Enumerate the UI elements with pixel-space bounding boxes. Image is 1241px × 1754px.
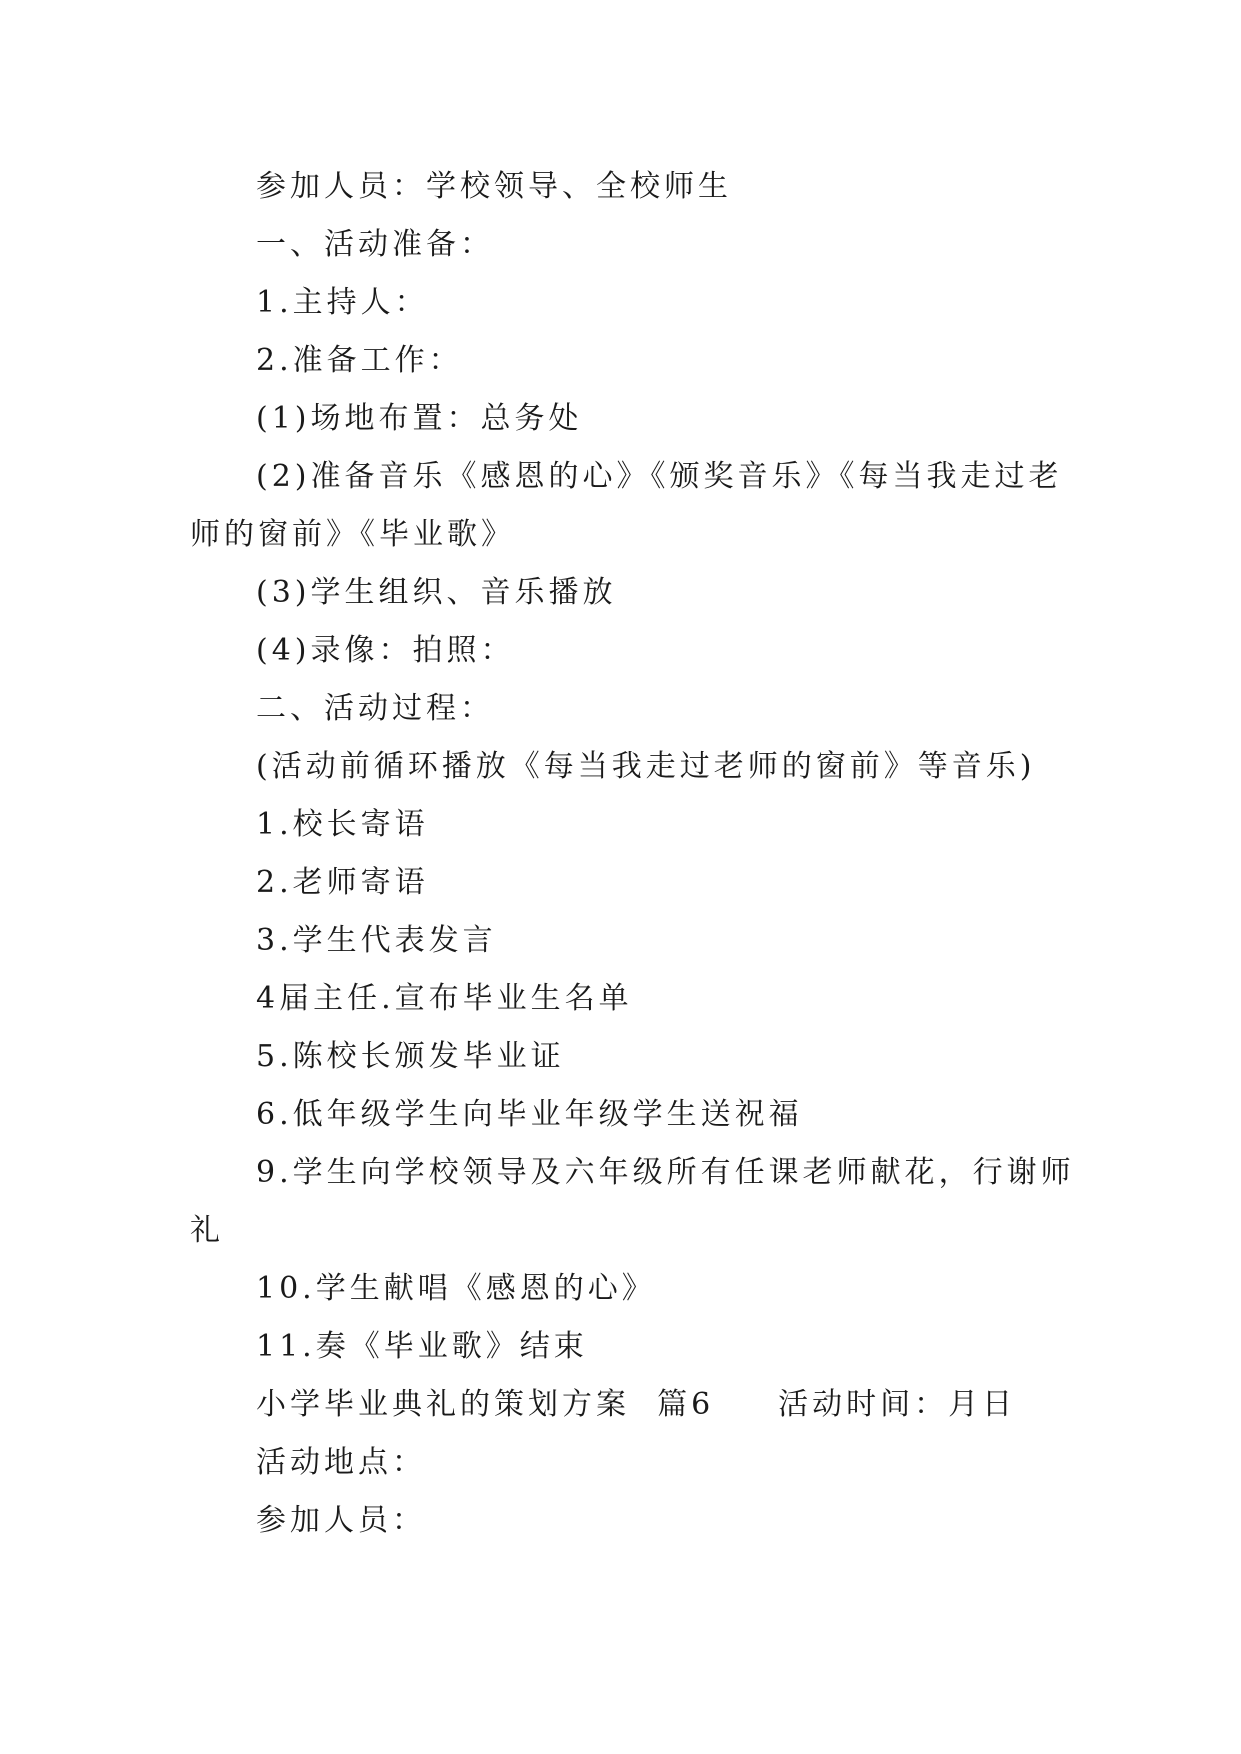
text-line-continuation: 礼: [190, 1213, 224, 1248]
text-line-continuation: 师的窗前》《毕业歌》: [190, 517, 515, 552]
text-line: (3)学生组织、音乐播放: [256, 575, 617, 610]
text-line: 4届主任.宣布毕业生名单: [256, 981, 633, 1016]
activity-time-label: 活动时间：月日: [778, 1387, 1017, 1422]
text-line: (1)场地布置：总务处: [256, 401, 583, 436]
section-title: 小学毕业典礼的策划方案 篇6: [256, 1387, 715, 1422]
text-line: 11.奏《毕业歌》结束: [256, 1329, 588, 1364]
text-line: (4)录像：拍照：: [256, 633, 515, 668]
text-line: 参加人员：: [256, 1503, 426, 1538]
text-line: 二、活动过程：: [256, 691, 494, 726]
text-line: 参加人员：学校领导、全校师生: [256, 169, 732, 204]
text-line: (2)准备音乐《感恩的心》《颁奖音乐》《每当我走过老: [256, 459, 1063, 494]
text-line: 1.主持人：: [256, 285, 429, 320]
text-line: 5.陈校长颁发毕业证: [256, 1039, 565, 1074]
text-line: 1.校长寄语: [256, 807, 429, 842]
document-body: [190, 158, 1075, 1550]
text-line: 2.老师寄语: [256, 865, 429, 900]
text-line: 活动地点：: [256, 1445, 426, 1480]
text-line: 2.准备工作：: [256, 343, 463, 378]
text-line: 3.学生代表发言: [256, 923, 497, 958]
text-line: 10.学生献唱《感恩的心》: [256, 1271, 656, 1306]
text-line: 一、活动准备：: [256, 227, 494, 262]
text-line: 6.低年级学生向毕业年级学生送祝福: [256, 1097, 803, 1132]
text-line: 9.学生向学校领导及六年级所有任课老师献花，行谢师: [256, 1155, 1075, 1190]
text-line: (活动前循环播放《每当我走过老师的窗前》等音乐): [256, 749, 1036, 784]
section-heading: [190, 1376, 1050, 1434]
